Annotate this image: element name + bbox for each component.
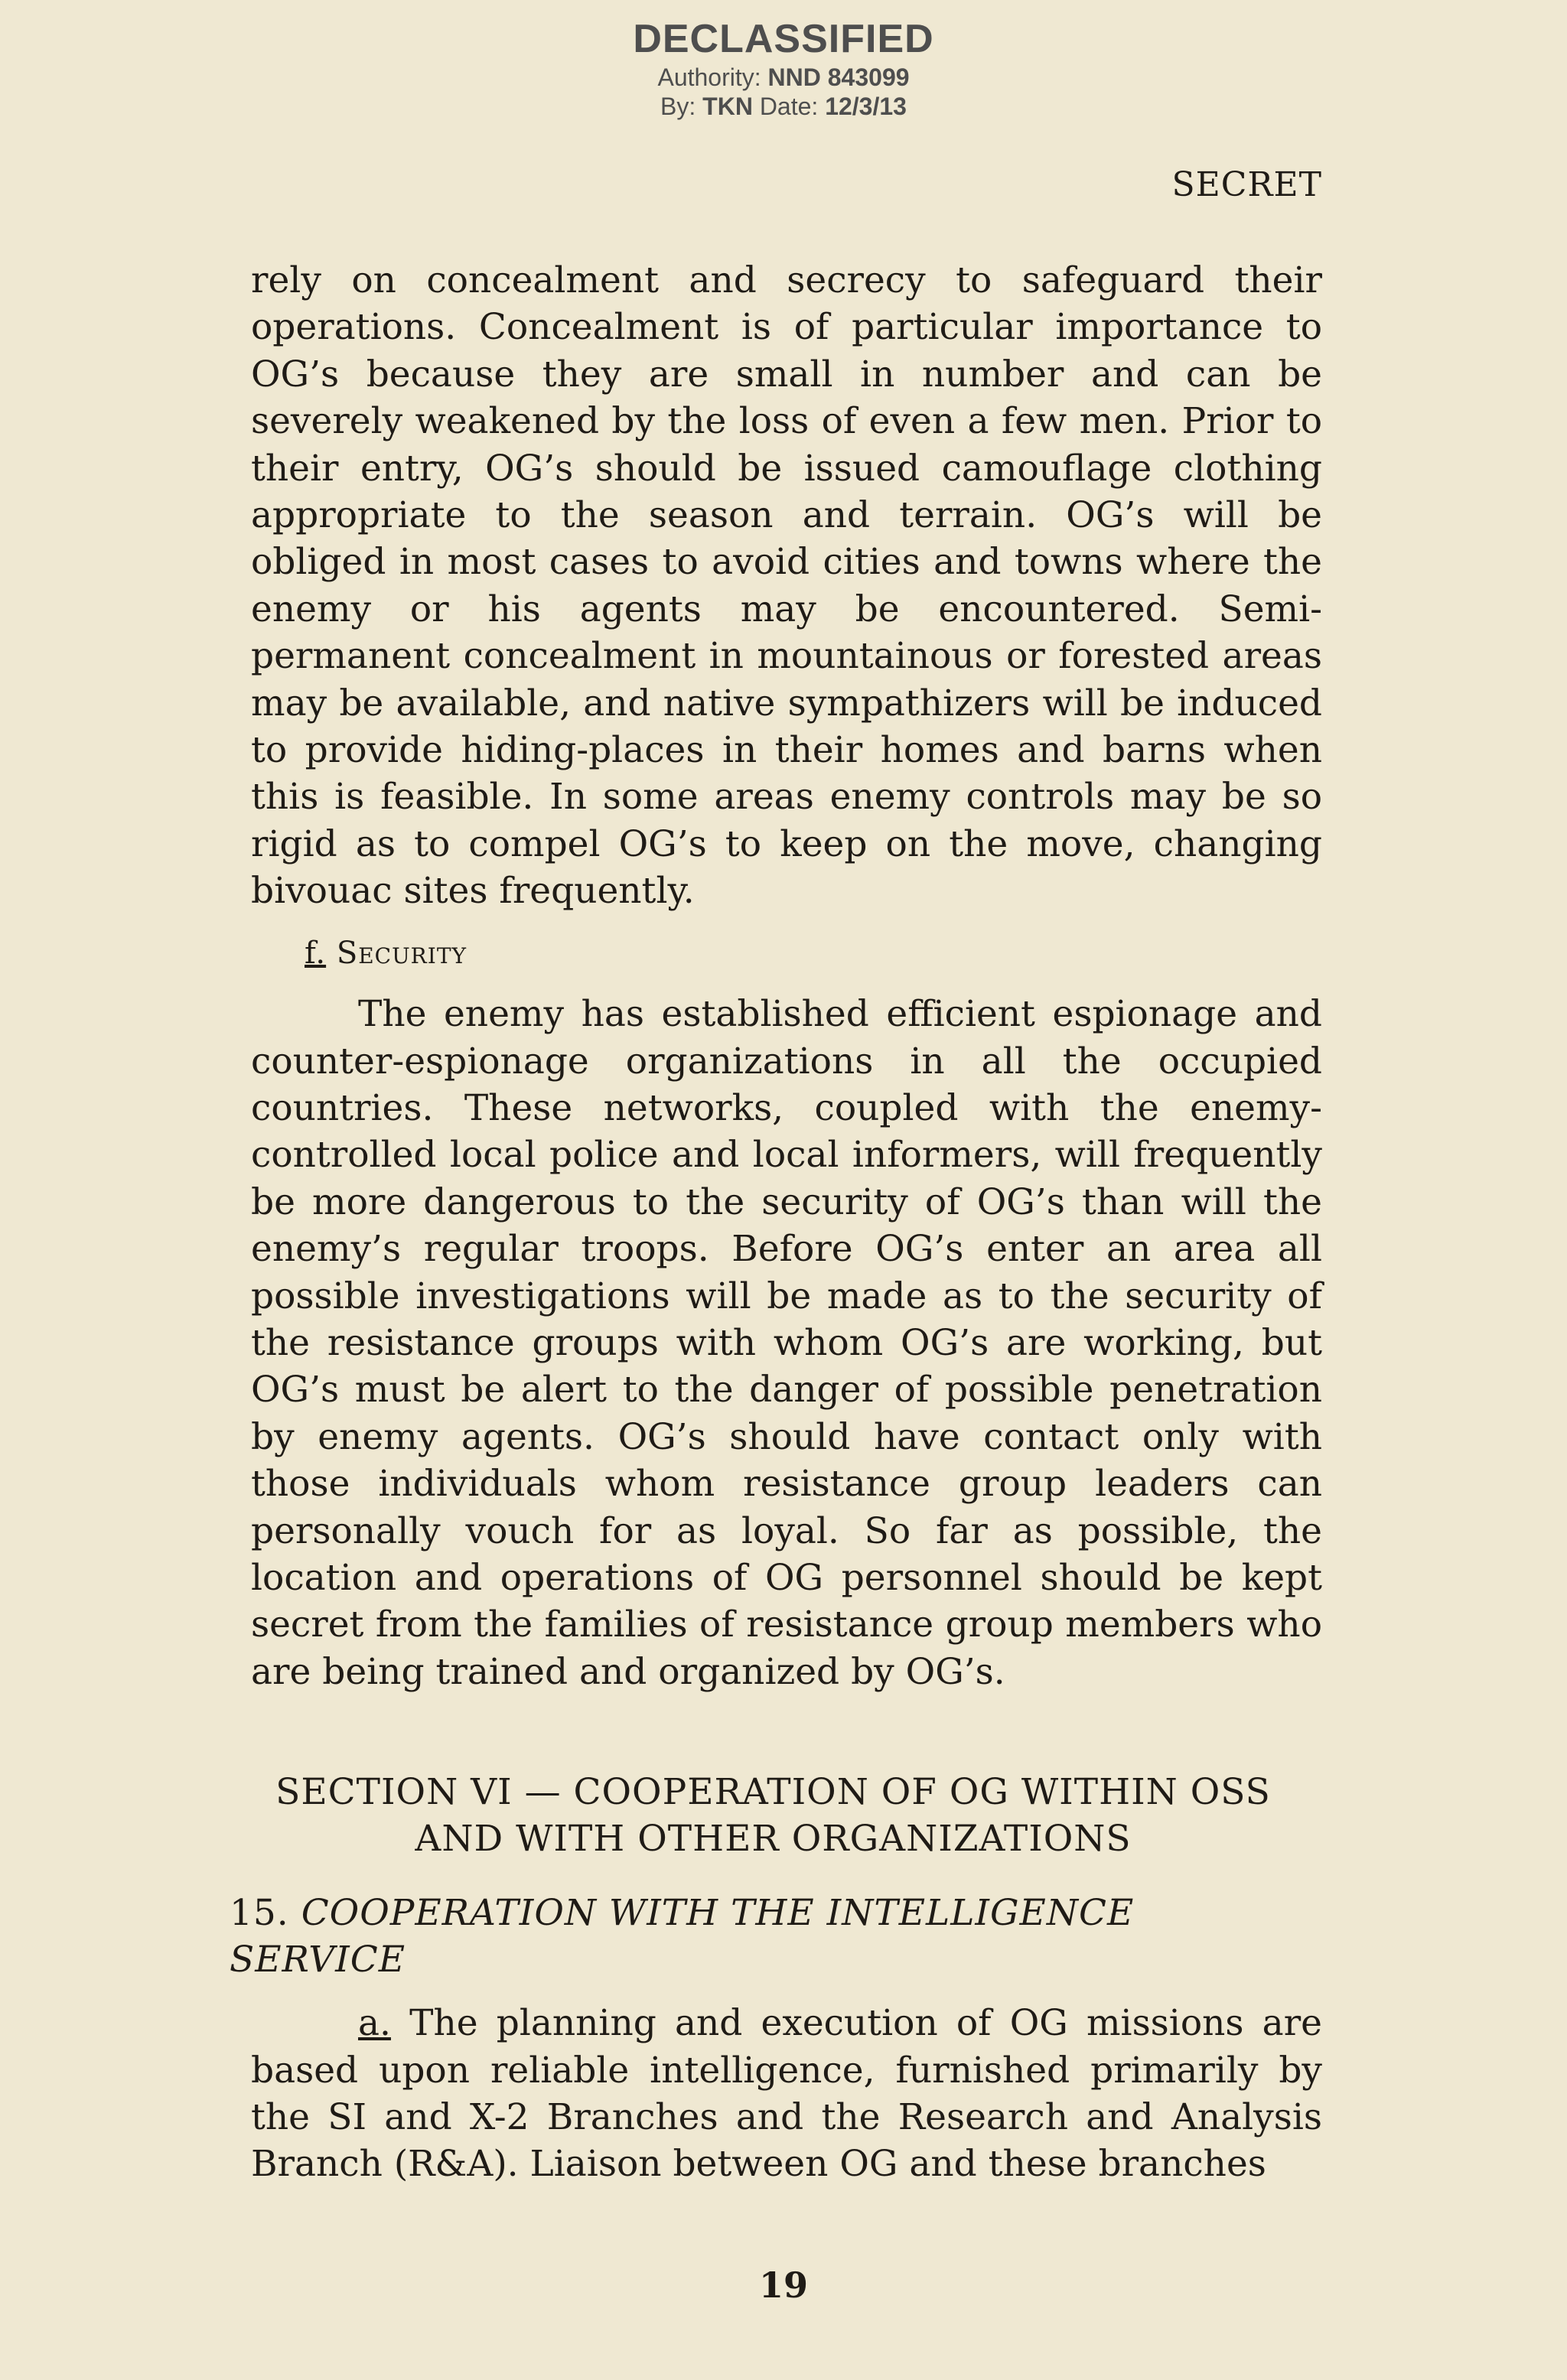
classification-marking: SECRET bbox=[1171, 165, 1322, 204]
paragraph-intelligence bbox=[251, 2000, 1322, 2188]
heading-title: COOPERATION WITH THE INTELLIGENCE SERVICE bbox=[230, 1892, 1135, 1981]
section-heading bbox=[224, 1769, 1322, 1862]
numbered-heading bbox=[230, 1890, 1322, 1983]
heading-number: 15. bbox=[230, 1892, 289, 1935]
paragraph-security: The enemy has established efficient espionage and counter-espionage organizations in all the occupied countries. These networks, coupled with the enemy-controlled local police and local informers, will frequently be more dangerous to the security of OG’s than will the enemy’s regular troops. Before OG’s enter an area all possible investigations will be made as to the security of the resistance groups with whom OG’s are working, but OG’s must be alert to the danger of possible penetration by enemy agents. OG’s should have contact only with those individuals whom resistance group leaders can personally vouch for as loyal. So far as possible, the location and operations of OG personnel should be kept secret from the families of resistance group members who are being trained and organized by OG’s. bbox=[251, 993, 1322, 1693]
section-heading-line1: SECTION VI — COOPERATION OF OG WITHIN OSS bbox=[275, 1771, 1271, 1814]
subsection-letter: f. bbox=[305, 935, 327, 971]
stamp-title: DECLASSIFIED bbox=[633, 17, 934, 61]
stamp-by-date bbox=[0, 92, 1567, 121]
section-heading-line2: AND WITH OTHER ORGANIZATIONS bbox=[415, 1818, 1132, 1861]
paragraph-letter: a. bbox=[358, 2002, 391, 2045]
page-body bbox=[230, 257, 1322, 2188]
stamp-authority bbox=[0, 63, 1567, 92]
paragraph-intelligence-text: The planning and execution of OG missions are based upon reliable intelligence, furnished primarily by the SI and X-2 Branches and the Research and Analysis Branch (R&A). Liaison between OG and these branches bbox=[251, 2002, 1322, 2186]
paragraph-concealment: rely on concealment and secrecy to safeguard their operations. Concealment is of particular importance to OG’s because they are small in number and can be severely weakened by the loss of even a few men. Prior to their entry, OG’s should be issued camouflage clothing appropriate to the season and terrain. OG’s will be obliged in most cases to avoid cities and towns where the enemy or his agents may be encountered. Semi-permanent concealment in mountainous or forested areas may be available, and native sympathizers will be induced to provide hiding-places in their homes and barns when this is feasible. In some areas enemy controls may be so rigid as to compel OG’s to keep on the move, changing bivouac sites frequently. bbox=[251, 259, 1322, 913]
subsection-heading-security bbox=[305, 930, 1322, 977]
stamp-by-label: By: bbox=[660, 93, 696, 120]
stamp-date-value: 12/3/13 bbox=[825, 93, 907, 120]
page-number: 19 bbox=[758, 2264, 808, 2306]
stamp-authority-value: NND 843099 bbox=[767, 63, 910, 91]
stamp-authority-label: Authority: bbox=[657, 63, 761, 91]
stamp-date-label: Date: bbox=[759, 93, 819, 120]
declassified-stamp bbox=[0, 15, 1567, 121]
stamp-by-value: TKN bbox=[702, 93, 753, 120]
subsection-title: Security bbox=[336, 935, 467, 971]
